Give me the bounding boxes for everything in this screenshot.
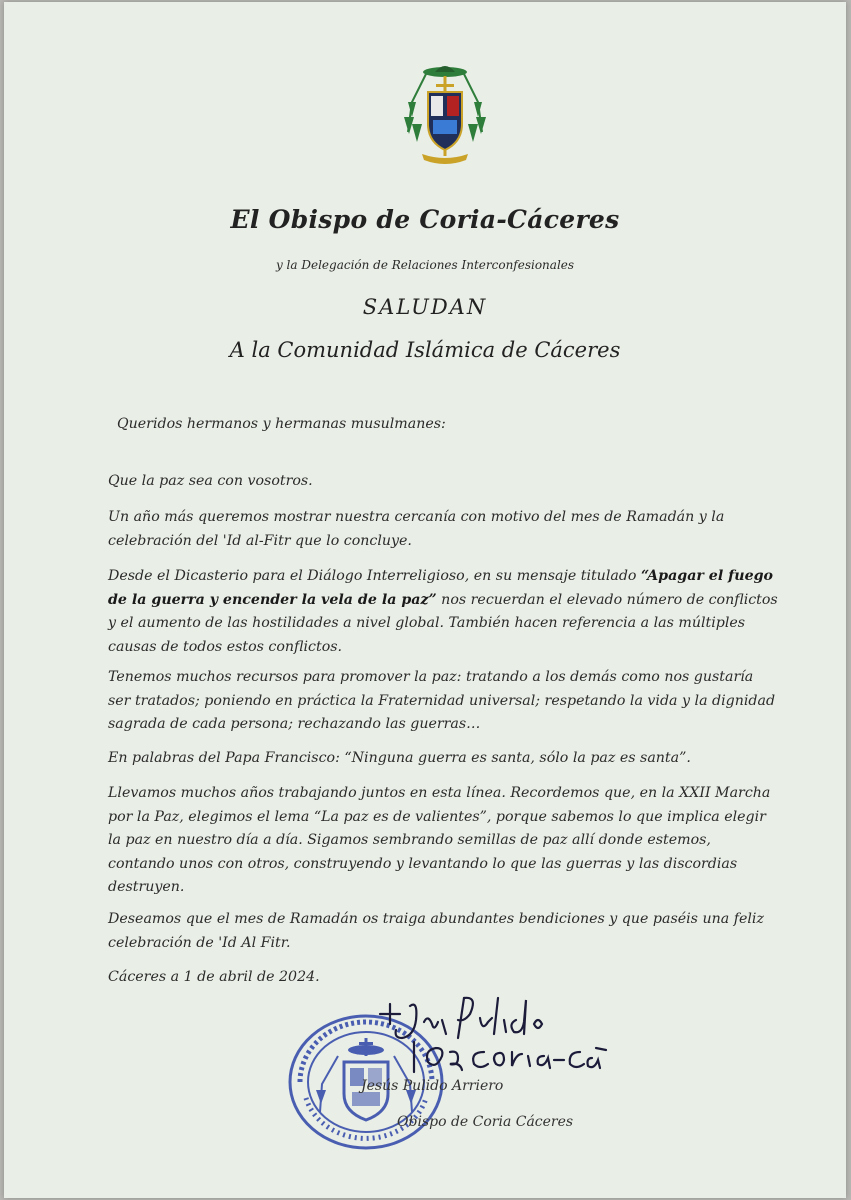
signatory-title: Obispo de Coria Cáceres [397,1114,574,1130]
paragraph-7: Deseamos que el mes de Ramadán os traiga abundantes bendiciones y que paséis una feliz celebración de 'Id Al Fitr. [108,911,764,951]
paragraph-5: En palabras del Papa Francisco: “Ninguna guerra es santa, sólo la paz es santa”. [108,750,691,766]
paragraph-2: Un año más queremos mostrar nuestra cercanía con motivo del mes de Ramadán y la celebración del 'Id al-Fitr que lo concluye. [108,509,725,549]
recipient-line: A la Comunidad Islámica de Cáceres [229,338,621,362]
handwritten-signature [366,992,616,1082]
paragraph-4: Tenemos muchos recursos para promover la paz: tratando a los demás como nos gustaría ser tratados; poniendo en práctica la Fraternidad universal; respetando la vida y la dignidad sagrada de cada persona; rechazando las guerras… [108,669,776,732]
paragraph-1: Que la paz sea con vosotros. [108,473,313,489]
paragraph-3 [108,565,778,659]
paragraph-3-intro: Desde el Dicasterio para el Diálogo Interreligioso, en su mensaje titulado [108,568,641,584]
letter-title: El Obispo de Coria-Cáceres [230,205,620,234]
greeting-verb: SALUDAN [362,295,488,319]
paragraph-3-rest: nos recuerdan el elevado número de conflictos y el aumento de las hostilidades a nivel global. También hacen referencia a las múltiples causas de todos estos conflictos. [108,591,778,655]
signatory-name: Jesús Pulido Arriero [361,1078,504,1094]
message-title: “Apagar el fuego de la guerra y encender la vela de la paz” [108,568,773,608]
paragraph-6: Llevamos muchos años trabajando juntos en esta línea. Recordemos que, en la XXII Marcha por la Paz, elegimos el lema “La paz es de valientes”, porque sabemos lo que implica elegir la paz en nuestro día a día. Sigamos sembrando semillas de paz allí donde estemos, contando unos con otros, construyendo y levantando lo que las guerras y las discordias destruyen. [108,785,771,895]
salutation: Queridos hermanos y hermanas musulmanes: [117,416,446,432]
place-date: Cáceres a 1 de abril de 2024. [108,969,320,985]
letter-subtitle: y la Delegación de Relaciones Interconfesionales [275,258,575,272]
letter-sheet [4,2,846,1198]
coat-of-arms-icon [404,62,486,168]
